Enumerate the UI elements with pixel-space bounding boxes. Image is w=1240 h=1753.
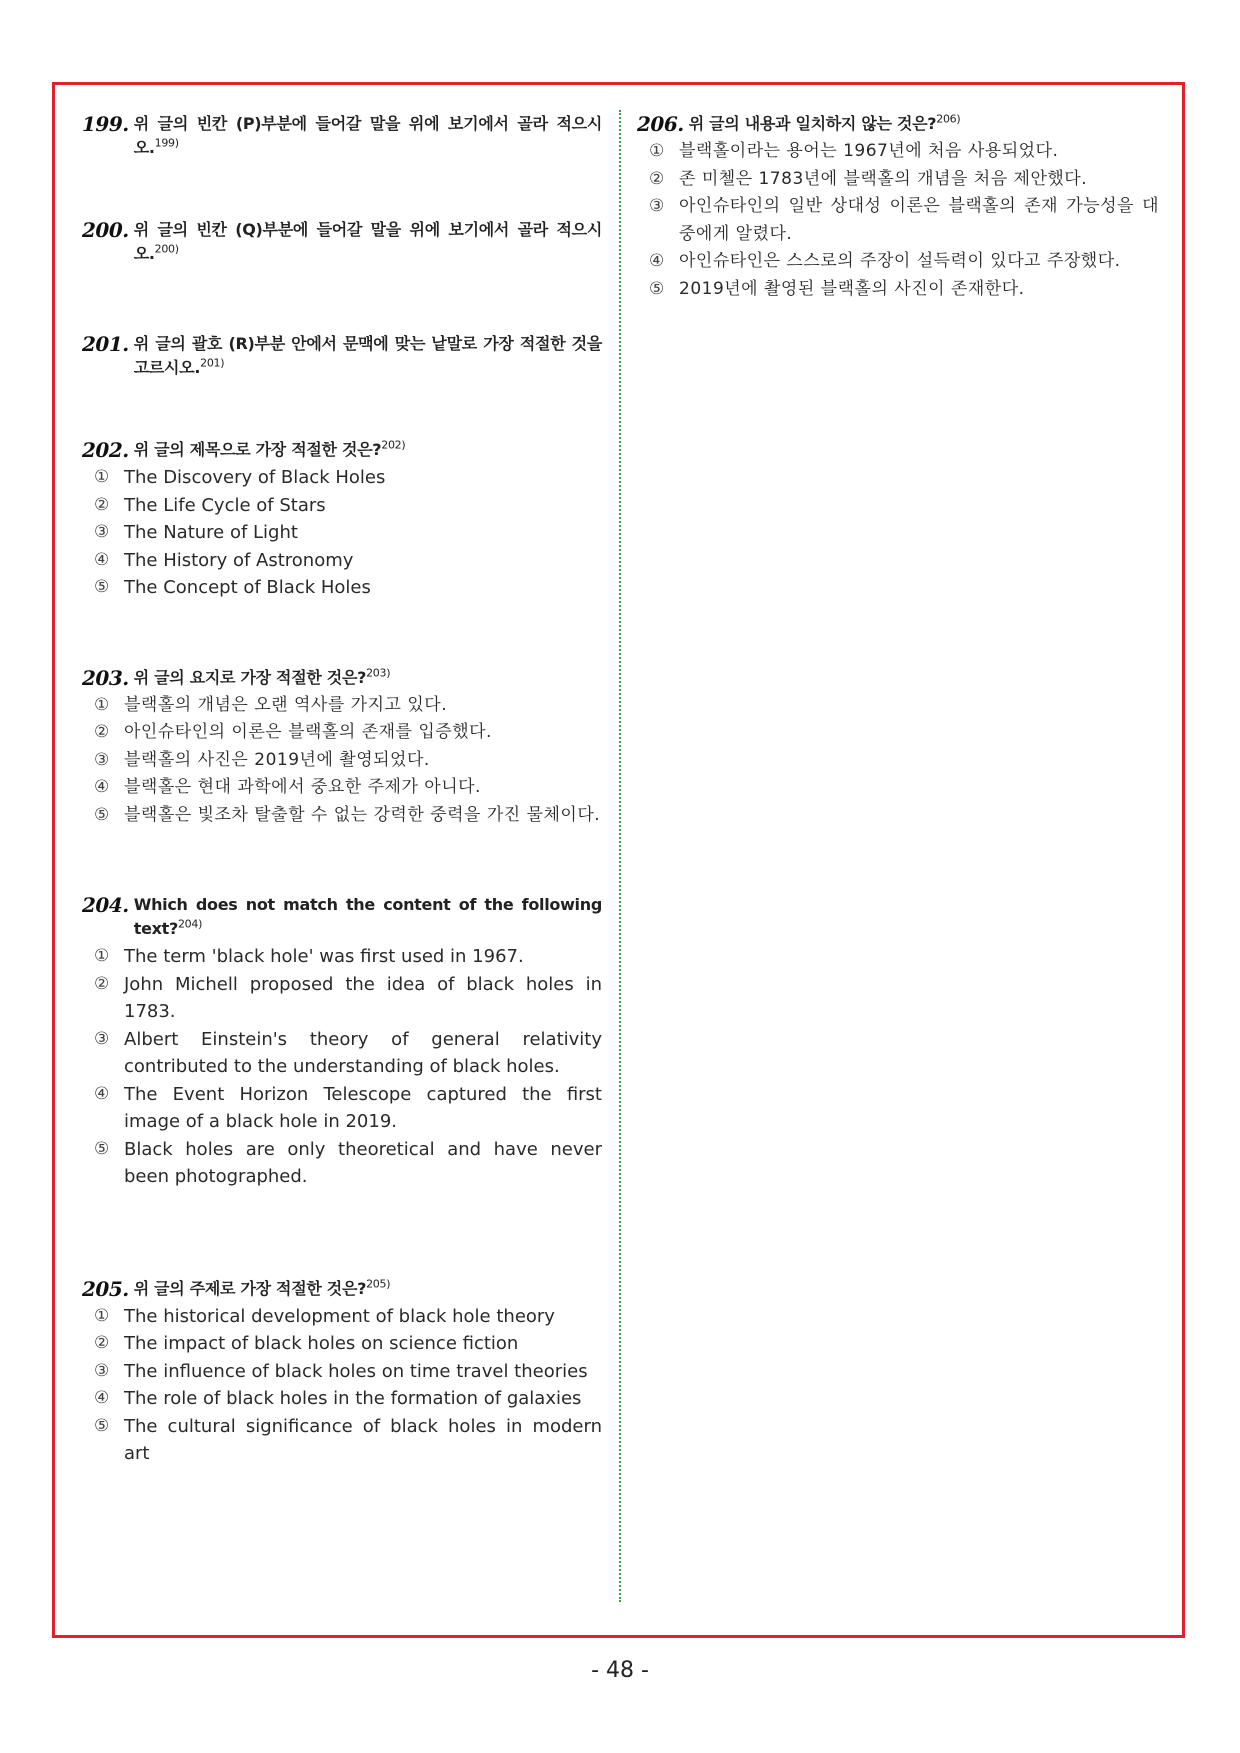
answer-option[interactable]: ① The historical development of black hole theory (94, 1305, 555, 1327)
answer-option[interactable]: ① 블랙홀이라는 용어는 1967년에 처음 사용되었다. (649, 141, 1059, 161)
footnote-marker: 203) (366, 666, 391, 680)
question-text: 위 글의 제목으로 가장 적절한 것은?$^{202)}$ (133, 438, 406, 459)
question-202 (82, 438, 602, 602)
footnote-marker: 205) (366, 1277, 391, 1291)
column-divider (619, 110, 621, 1602)
question-text: 위 글의 빈칸 (Q)부분에 들어갈 말을 위에 보기에서 골라 적으시오.$^{200)}$ (133, 220, 602, 263)
answer-option[interactable]: ② 존 미첼은 1783년에 블랙홀의 개념을 처음 제안했다. (649, 168, 1088, 189)
question-text: Which does not match the content of the following text?$^{204)}$ (133, 895, 602, 938)
answer-option[interactable]: ⑤ Black holes are only theoretical and have never been photographed. (94, 1138, 602, 1187)
answer-option[interactable]: ④ 블랙홀은 현대 과학에서 중요한 주제가 아니다. (94, 777, 481, 797)
answer-option[interactable]: ① The term 'black hole' was first used in 1967. (94, 946, 524, 967)
answer-option[interactable]: ③ Albert Einstein's theory of general relativity contributed to the understanding of black holes. (94, 1028, 602, 1077)
answer-option[interactable]: ③ The influence of black holes on time travel theories (94, 1360, 588, 1382)
question-206 (637, 112, 1159, 303)
question-text: 위 글의 주제로 가장 적절한 것은?$^{205)}$ (133, 1277, 391, 1298)
answer-option[interactable]: ④ The Event Horizon Telescope captured the first image of a black hole in 2019. (94, 1083, 602, 1132)
page-number: - 48 - (591, 1658, 649, 1683)
footnote-marker: 201) (200, 356, 225, 370)
question-205 (82, 1277, 602, 1468)
answer-option[interactable]: ③ 블랙홀의 사진은 2019년에 촬영되었다. (94, 749, 430, 770)
question-200 (82, 218, 602, 266)
question-199 (82, 112, 602, 160)
answer-option[interactable]: ⑤ The Concept of Black Holes (94, 577, 371, 598)
answer-option[interactable]: ② John Michell proposed the idea of black holes in 1783. (94, 973, 602, 1022)
answer-option[interactable]: ⑤ The cultural significance of black holes in modern art (94, 1415, 602, 1464)
question-number: 201. (82, 332, 129, 356)
footnote-marker: 202) (381, 438, 406, 452)
question-number: 206. (637, 112, 684, 136)
question-text: 위 글의 빈칸 (P)부분에 들어갈 말을 위에 보기에서 골라 적으시오.$^{199)}$ (133, 114, 602, 157)
question-text: 위 글의 요지로 가장 적절한 것은?$^{203)}$ (133, 666, 391, 687)
answer-options (82, 1303, 602, 1468)
answer-options (82, 464, 602, 602)
answer-options (82, 692, 602, 830)
answer-options (82, 943, 602, 1191)
answer-option[interactable]: ② The impact of black holes on science fiction (94, 1333, 519, 1354)
question-number: 203. (82, 665, 129, 690)
question-number: 205. (82, 1276, 129, 1301)
answer-option[interactable]: ④ 아인슈타인은 스스로의 주장이 설득력이 있다고 주장했다. (649, 251, 1121, 271)
left-column (82, 112, 602, 1468)
question-204 (82, 893, 602, 1191)
answer-option[interactable]: ④ The History of Astronomy (94, 549, 354, 571)
answer-option[interactable]: ① The Discovery of Black Holes (94, 467, 386, 488)
question-number: 202. (82, 438, 129, 462)
question-text: 위 글의 내용과 일치하지 않는 것은?$^{206)}$ (688, 112, 961, 133)
footnote-marker: 204) (177, 917, 203, 931)
question-number: 204. (82, 893, 129, 917)
answer-options (637, 138, 1159, 303)
question-number: 199. (82, 112, 129, 136)
question-203 (82, 666, 602, 830)
answer-option[interactable]: ① 블랙홀의 개념은 오랜 역사를 가지고 있다. (94, 694, 448, 715)
right-column (637, 112, 1159, 303)
footnote-marker: 199) (154, 136, 179, 150)
question-text: 위 글의 괄호 (R)부분 안에서 문맥에 맞는 낱말로 가장 적절한 것을 고르시오.$^{201)}$ (133, 334, 602, 377)
answer-option[interactable]: ④ The role of black holes in the formation of galaxies (94, 1388, 582, 1409)
question-number: 200. (82, 218, 129, 242)
footnote-marker: 200) (154, 242, 179, 256)
answer-option[interactable]: ② 아인슈타인의 이론은 블랙홀의 존재를 입증했다. (94, 722, 492, 742)
answer-option[interactable]: ⑤ 2019년에 촬영된 블랙홀의 사진이 존재한다. (649, 278, 1025, 299)
answer-option[interactable]: ② The Life Cycle of Stars (94, 494, 326, 516)
footnote-marker: 206) (936, 112, 961, 126)
answer-option[interactable]: ③ The Nature of Light (94, 522, 298, 543)
question-201 (82, 332, 602, 380)
answer-option[interactable]: ③ 아인슈타인의 일반 상대성 이론은 블랙홀의 존재 가능성을 대중에게 알렸다. (649, 196, 1159, 244)
answer-option[interactable]: ⑤ 블랙홀은 빛조차 탈출할 수 없는 강력한 중력을 가진 물체이다. (94, 804, 601, 825)
